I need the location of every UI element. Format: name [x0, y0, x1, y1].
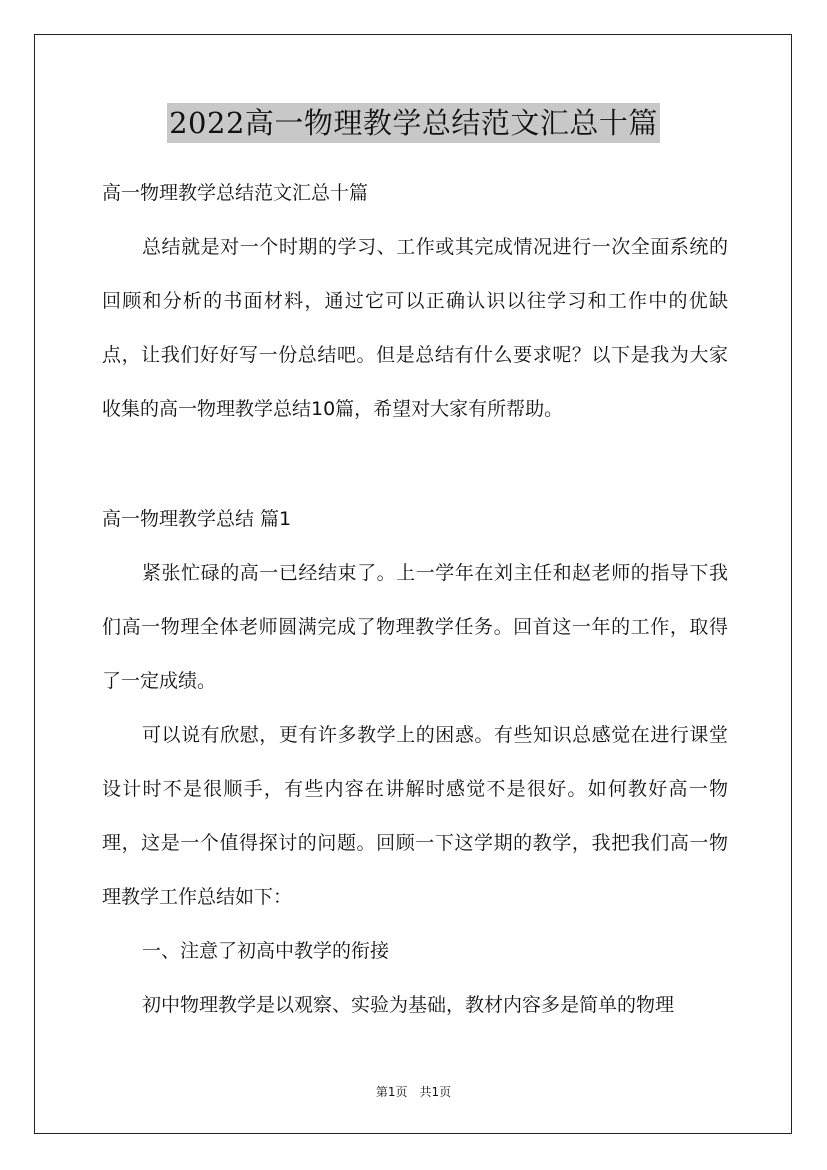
body-paragraph-2: 可以说有欣慰，更有许多教学上的困惑。有些知识总感觉在进行课堂设计时不是很顺手，有些内容在讲解时感觉不是很好。如何教好高一物理，这是一个值得探讨的问题。回顾一下这学期的教学，我把我们高一物理教学工作总结如下： [102, 724, 728, 908]
point-heading: 一、注意了初高中教学的衔接 [142, 940, 390, 962]
page-footer: 第1页 共1页 [375, 1085, 452, 1099]
document-title: 2022高一物理教学总结范文汇总十篇 [167, 103, 660, 143]
subtitle: 高一物理教学总结范文汇总十篇 [102, 182, 369, 204]
body-paragraph-1: 紧张忙碌的高一已经结束了。上一学年在刘主任和赵老师的指导下我们高一物理全体老师圆满完成了物理教学任务。回首这一年的工作，取得了一定成绩。 [102, 562, 728, 692]
body-paragraph-3: 初中物理教学是以观察、实验为基础，教材内容多是简单的物理 [142, 994, 675, 1016]
section-heading: 高一物理教学总结 篇1 [102, 508, 292, 530]
title-container [0, 103, 827, 143]
intro-paragraph: 总结就是对一个时期的学习、工作或其完成情况进行一次全面系统的回顾和分析的书面材料，通过它可以正确认识以往学习和工作中的优缺点，让我们好好写一份总结吧。但是总结有什么要求呢？以下是我为大家收集的高一物理教学总结10篇，希望对大家有所帮助。 [102, 236, 728, 420]
